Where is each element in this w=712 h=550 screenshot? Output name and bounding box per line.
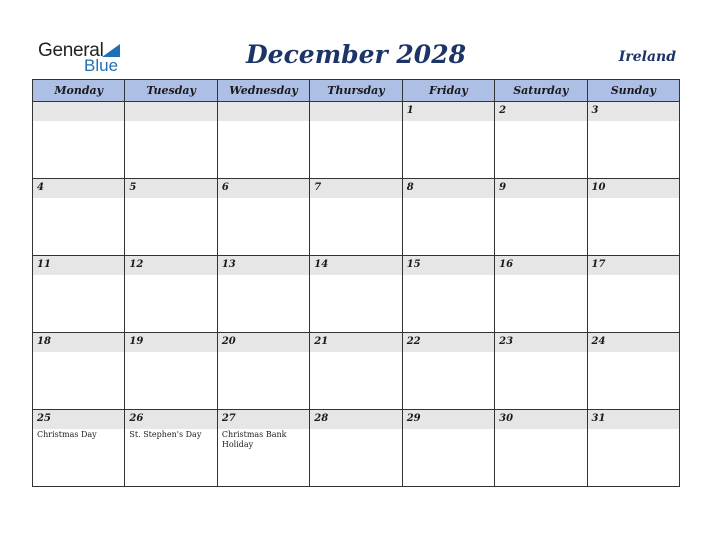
day-number-bar (33, 333, 124, 352)
calendar-body (33, 102, 680, 487)
day-cell (217, 102, 309, 179)
day-cell (125, 333, 217, 410)
day-cell (402, 179, 494, 256)
day-number: 4 (37, 182, 44, 193)
day-cell (217, 256, 309, 333)
weekday-header-row (33, 80, 680, 102)
country-label: Ireland (618, 49, 676, 65)
day-number-bar (310, 333, 401, 352)
day-number: 22 (406, 336, 421, 347)
day-cell (217, 333, 309, 410)
page-title: December 2028 (245, 40, 466, 69)
day-number-bar (588, 410, 679, 429)
day-number-bar (125, 333, 216, 352)
day-number-bar (588, 102, 679, 121)
day-cell (310, 102, 402, 179)
day-cell (402, 333, 494, 410)
day-number-bar (403, 256, 494, 275)
weekday-thursday: Thursday (310, 80, 402, 102)
day-number: 2 (499, 105, 507, 116)
day-number-bar (33, 102, 124, 121)
weekday-tuesday: Tuesday (125, 80, 217, 102)
day-cell (125, 102, 217, 179)
week-row (33, 102, 680, 179)
day-cell (33, 410, 125, 487)
day-number-bar (125, 410, 216, 429)
holiday-label: Christmas Bank Holiday (221, 430, 287, 449)
day-cell (587, 179, 679, 256)
day-number: 20 (221, 336, 236, 347)
day-number: 12 (129, 259, 144, 270)
day-cell (402, 256, 494, 333)
day-number-bar (495, 333, 586, 352)
day-number-bar (33, 256, 124, 275)
day-number-bar (495, 256, 586, 275)
day-number-bar (218, 410, 309, 429)
day-cell (402, 410, 494, 487)
day-number-bar (310, 102, 401, 121)
day-cell (495, 333, 587, 410)
day-number: 17 (591, 259, 606, 270)
day-number: 25 (37, 413, 51, 424)
day-number: 31 (591, 413, 606, 424)
day-number: 14 (314, 259, 329, 270)
day-number: 24 (591, 336, 606, 347)
day-cell (310, 410, 402, 487)
calendar-grid (32, 79, 680, 487)
day-number-bar (403, 333, 494, 352)
day-number: 27 (221, 413, 236, 424)
day-number: 15 (406, 259, 421, 270)
weekday-friday: Friday (402, 80, 494, 102)
day-number-bar (403, 410, 494, 429)
day-number: 5 (129, 182, 137, 193)
day-number-bar (33, 410, 124, 429)
day-cell (587, 333, 679, 410)
day-number: 21 (314, 336, 329, 347)
day-number-bar (403, 102, 494, 121)
day-number-bar (588, 333, 679, 352)
day-number-bar (495, 179, 586, 198)
day-number: 6 (221, 182, 229, 193)
day-number-bar (588, 256, 679, 275)
logo-general-text: General (38, 40, 104, 61)
day-cell (217, 410, 309, 487)
day-number-bar (218, 102, 309, 121)
week-row (33, 179, 680, 256)
day-number: 28 (314, 413, 329, 424)
day-cell (495, 179, 587, 256)
day-number: 16 (499, 259, 514, 270)
weekday-monday: Monday (33, 80, 125, 102)
day-number-bar (218, 333, 309, 352)
day-number: 9 (499, 182, 507, 193)
day-cell (125, 410, 217, 487)
day-number: 11 (37, 259, 51, 270)
day-number-bar (495, 102, 586, 121)
logo-blue-text: Blue (84, 56, 119, 75)
holiday-label: St. Stephen's Day (129, 430, 202, 439)
day-cell (33, 333, 125, 410)
day-cell (587, 102, 679, 179)
day-number: 3 (591, 105, 599, 116)
day-number-bar (495, 410, 586, 429)
day-number-bar (403, 179, 494, 198)
weekday-wednesday: Wednesday (217, 80, 309, 102)
day-number-bar (310, 410, 401, 429)
day-number: 13 (221, 259, 236, 270)
day-cell (402, 102, 494, 179)
day-cell (33, 102, 125, 179)
week-row (33, 410, 680, 487)
weekday-saturday: Saturday (495, 80, 587, 102)
day-number: 18 (37, 336, 51, 347)
day-cell (495, 410, 587, 487)
day-number-bar (33, 179, 124, 198)
day-number: 10 (591, 182, 606, 193)
day-number: 7 (314, 182, 322, 193)
day-number: 26 (129, 413, 144, 424)
day-number-bar (218, 256, 309, 275)
day-cell (495, 102, 587, 179)
day-number-bar (125, 102, 216, 121)
day-cell (310, 256, 402, 333)
day-number: 19 (129, 336, 144, 347)
day-cell (587, 256, 679, 333)
day-number: 29 (406, 413, 421, 424)
day-number: 30 (499, 413, 514, 424)
day-cell (217, 179, 309, 256)
day-number: 1 (406, 105, 414, 116)
day-number-bar (125, 179, 216, 198)
day-cell (495, 256, 587, 333)
day-number: 23 (499, 336, 514, 347)
holiday-label: Christmas Day (37, 430, 97, 439)
day-number: 8 (406, 182, 414, 193)
day-number-bar (125, 256, 216, 275)
weekday-sunday: Sunday (587, 80, 679, 102)
day-number-bar (218, 179, 309, 198)
day-number-bar (588, 179, 679, 198)
day-number-bar (310, 179, 401, 198)
day-cell (125, 256, 217, 333)
day-cell (33, 256, 125, 333)
day-number-bar (310, 256, 401, 275)
day-cell (310, 179, 402, 256)
week-row (33, 256, 680, 333)
day-cell (125, 179, 217, 256)
week-row (33, 333, 680, 410)
day-cell (33, 179, 125, 256)
day-cell (587, 410, 679, 487)
day-cell (310, 333, 402, 410)
